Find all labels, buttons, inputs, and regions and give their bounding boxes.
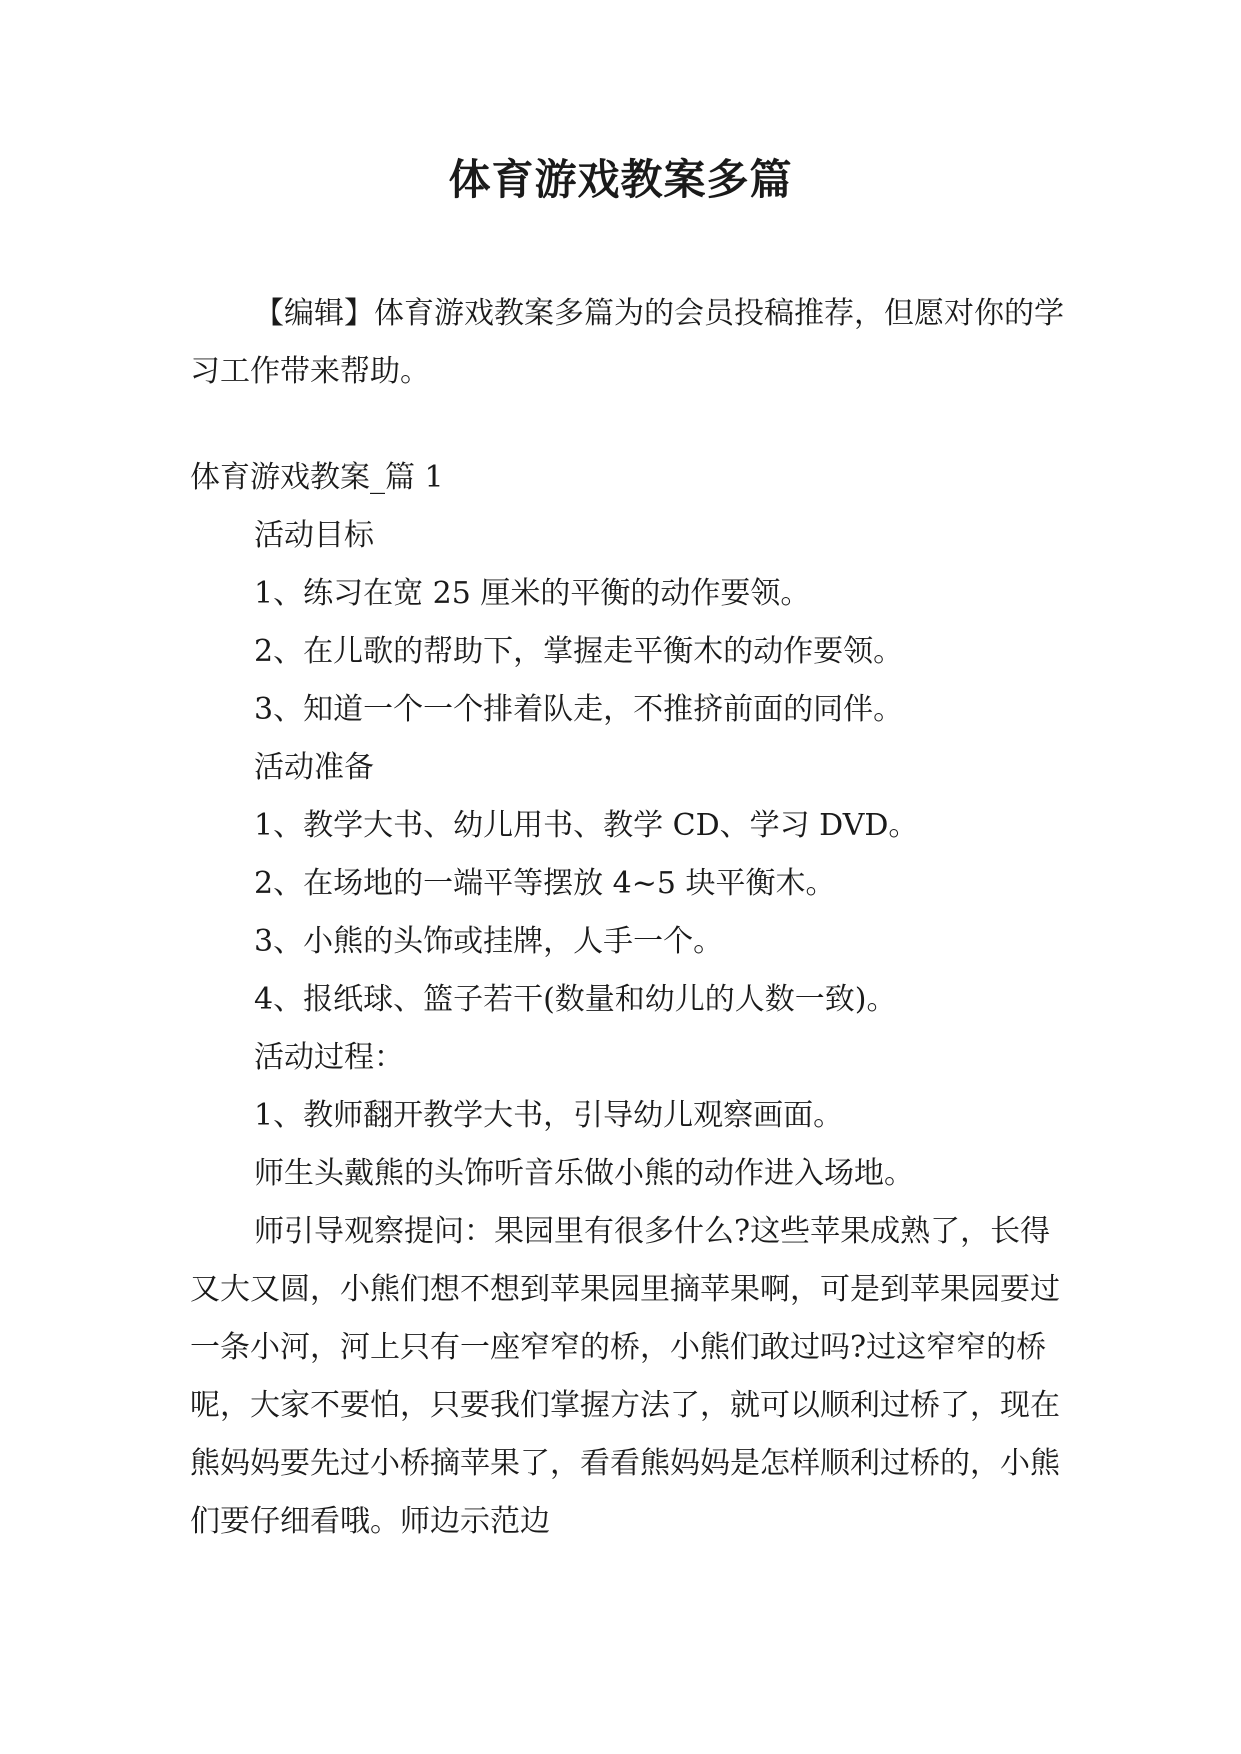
paragraph-process-2: 师生头戴熊的头饰听音乐做小熊的动作进入场地。 xyxy=(254,1156,914,1191)
paragraph-prep-2: 2、在场地的一端平等摆放 4~5 块平衡木。 xyxy=(254,866,836,901)
paragraph-process-1: 1、教师翻开教学大书，引导幼儿观察画面。 xyxy=(254,1098,844,1133)
paragraph-process-3: 师引导观察提问：果园里有很多什么?这些苹果成熟了，长得又大又圆，小熊们想不想到苹果园里摘苹果啊，可是到苹果园要过一条小河，河上只有一座窄窄的桥，小熊们敢过吗?过这窄窄的桥呢，大家不要怕，只要我们掌握方法了，就可以顺利过桥了，现在熊妈妈要先过小桥摘苹果了，看看熊妈妈是怎样顺利过桥的，小熊们要仔细看哦。师边示范边 xyxy=(190,1214,1060,1539)
section-heading: 体育游戏教案_篇 1 xyxy=(190,460,444,495)
paragraph-prep-1: 1、教学大书、幼儿用书、教学 CD、学习 DVD。 xyxy=(254,808,919,843)
document-title: 体育游戏教案多篇 xyxy=(448,155,793,204)
paragraph-process-heading: 活动过程： xyxy=(254,1040,404,1075)
document-body xyxy=(190,285,1070,1551)
paragraph-goals-heading: 活动目标 xyxy=(254,518,374,553)
paragraph-goal-1: 1、练习在宽 25 厘米的平衡的动作要领。 xyxy=(254,576,811,611)
paragraph-goal-2: 2、在儿歌的帮助下，掌握走平衡木的动作要领。 xyxy=(254,634,904,669)
paragraph-prep-3: 3、小熊的头饰或挂牌，人手一个。 xyxy=(254,924,724,959)
paragraph-goal-3: 3、知道一个一个排着队走，不推挤前面的同伴。 xyxy=(254,692,904,727)
intro-paragraph: 【编辑】体育游戏教案多篇为的会员投稿推荐，但愿对你的学习工作带来帮助。 xyxy=(190,296,1064,389)
paragraph-prep-4: 4、报纸球、篮子若干(数量和幼儿的人数一致)。 xyxy=(254,982,897,1017)
paragraph-prep-heading: 活动准备 xyxy=(254,750,374,785)
